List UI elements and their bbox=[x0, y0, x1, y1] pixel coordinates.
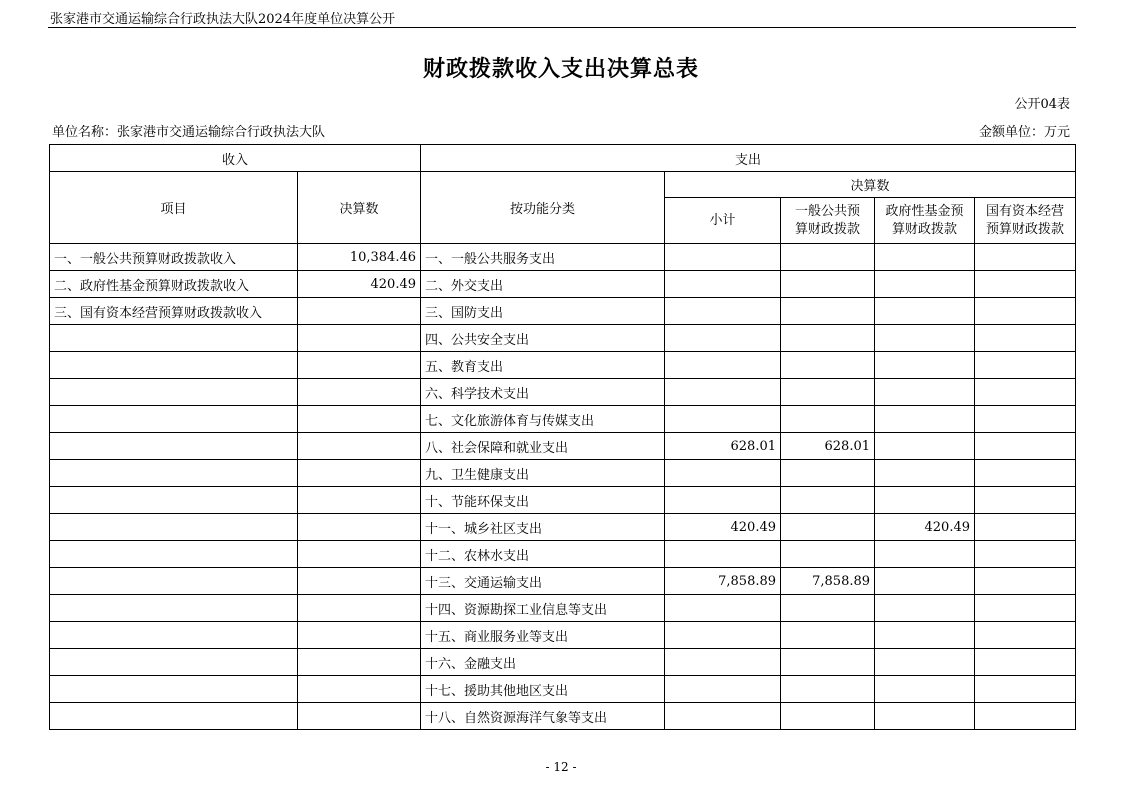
state-capital-cell bbox=[975, 622, 1076, 649]
expense-item-cell: 五、教育支出 bbox=[421, 352, 665, 379]
income-item-cell: 二、政府性基金预算财政拨款收入 bbox=[50, 271, 298, 298]
state-capital-cell bbox=[975, 649, 1076, 676]
table-row bbox=[50, 325, 1076, 352]
subtotal-cell bbox=[665, 352, 781, 379]
unit-name: 单位名称：张家港市交通运输综合行政执法大队 bbox=[52, 125, 326, 140]
gov-fund-cell bbox=[875, 379, 975, 406]
general-budget-cell bbox=[781, 541, 875, 568]
income-amount-cell bbox=[298, 541, 421, 568]
table-row bbox=[50, 622, 1076, 649]
general-budget-cell bbox=[781, 514, 875, 541]
gov-fund-cell bbox=[875, 460, 975, 487]
general-budget-cell bbox=[781, 325, 875, 352]
income-amount-cell bbox=[298, 676, 421, 703]
expense-item-cell: 一、一般公共服务支出 bbox=[421, 244, 665, 271]
gov-fund-cell bbox=[875, 487, 975, 514]
income-item-cell bbox=[50, 406, 298, 433]
col-state-line2: 预算财政拨款 bbox=[986, 221, 1065, 237]
income-amount-cell bbox=[298, 514, 421, 541]
table-row bbox=[50, 541, 1076, 568]
state-capital-cell bbox=[975, 568, 1076, 595]
gov-fund-cell bbox=[875, 325, 975, 352]
table-row bbox=[50, 271, 1076, 298]
table-row bbox=[50, 433, 1076, 460]
subtotal-cell bbox=[665, 379, 781, 406]
expense-item-cell: 六、科学技术支出 bbox=[421, 379, 665, 406]
col-item-header: 项目 bbox=[50, 172, 298, 244]
table-number: 公开04表 bbox=[1014, 97, 1070, 112]
gov-fund-cell bbox=[875, 676, 975, 703]
state-capital-cell bbox=[975, 487, 1076, 514]
income-item-cell bbox=[50, 622, 298, 649]
table-row bbox=[50, 487, 1076, 514]
general-budget-cell bbox=[781, 460, 875, 487]
income-item-cell: 一、一般公共预算财政拨款收入 bbox=[50, 244, 298, 271]
general-budget-cell bbox=[781, 703, 875, 730]
income-amount-cell bbox=[298, 595, 421, 622]
expense-item-cell: 十八、自然资源海洋气象等支出 bbox=[421, 703, 665, 730]
state-capital-cell bbox=[975, 352, 1076, 379]
general-budget-cell: 628.01 bbox=[781, 433, 875, 460]
general-budget-cell bbox=[781, 244, 875, 271]
income-item-cell bbox=[50, 568, 298, 595]
page-number: - 12 - bbox=[545, 760, 577, 774]
general-budget-cell bbox=[781, 622, 875, 649]
page-title: 财政拨款收入支出决算总表 bbox=[422, 56, 699, 82]
state-capital-cell bbox=[975, 703, 1076, 730]
expense-item-cell: 十五、商业服务业等支出 bbox=[421, 622, 665, 649]
income-item-cell bbox=[50, 541, 298, 568]
gov-fund-cell bbox=[875, 433, 975, 460]
subtotal-cell bbox=[665, 649, 781, 676]
state-capital-cell bbox=[975, 676, 1076, 703]
expense-item-cell: 八、社会保障和就业支出 bbox=[421, 433, 665, 460]
subtotal-cell bbox=[665, 460, 781, 487]
state-capital-cell bbox=[975, 460, 1076, 487]
income-item-cell: 三、国有资本经营预算财政拨款收入 bbox=[50, 298, 298, 325]
gov-fund-cell bbox=[875, 622, 975, 649]
subtotal-cell: 420.49 bbox=[665, 514, 781, 541]
col-general-line2: 算财政拨款 bbox=[795, 221, 861, 237]
table-row bbox=[50, 514, 1076, 541]
income-amount-cell bbox=[298, 568, 421, 595]
col-general-header bbox=[781, 198, 875, 244]
gov-fund-cell: 420.49 bbox=[875, 514, 975, 541]
income-amount-cell bbox=[298, 703, 421, 730]
col-subtotal-header: 小计 bbox=[665, 198, 781, 244]
subtotal-cell bbox=[665, 487, 781, 514]
income-amount-cell bbox=[298, 622, 421, 649]
income-amount-cell bbox=[298, 406, 421, 433]
income-amount-cell: 420.49 bbox=[298, 271, 421, 298]
income-item-cell bbox=[50, 676, 298, 703]
table-row bbox=[50, 703, 1076, 730]
income-amount-cell bbox=[298, 352, 421, 379]
expense-item-cell: 十四、资源勘探工业信息等支出 bbox=[421, 595, 665, 622]
gov-fund-cell bbox=[875, 352, 975, 379]
subtotal-cell bbox=[665, 325, 781, 352]
income-item-cell bbox=[50, 352, 298, 379]
table-row bbox=[50, 568, 1076, 595]
subtotal-cell bbox=[665, 595, 781, 622]
income-amount-cell bbox=[298, 433, 421, 460]
gov-fund-cell bbox=[875, 406, 975, 433]
state-capital-cell bbox=[975, 406, 1076, 433]
general-budget-cell bbox=[781, 271, 875, 298]
table-row bbox=[50, 379, 1076, 406]
expense-item-cell: 九、卫生健康支出 bbox=[421, 460, 665, 487]
state-capital-cell bbox=[975, 433, 1076, 460]
expense-item-cell: 十二、农林水支出 bbox=[421, 541, 665, 568]
expense-item-cell: 四、公共安全支出 bbox=[421, 325, 665, 352]
table-row bbox=[50, 460, 1076, 487]
income-item-cell bbox=[50, 433, 298, 460]
col-fund-line1: 政府性基金预 bbox=[885, 203, 964, 219]
col-final-header: 决算数 bbox=[665, 172, 1076, 198]
gov-fund-cell bbox=[875, 541, 975, 568]
subtotal-cell: 628.01 bbox=[665, 433, 781, 460]
income-item-cell bbox=[50, 325, 298, 352]
expense-item-cell: 十七、援助其他地区支出 bbox=[421, 676, 665, 703]
subtotal-cell bbox=[665, 298, 781, 325]
general-budget-cell bbox=[781, 298, 875, 325]
expense-item-cell: 十、节能环保支出 bbox=[421, 487, 665, 514]
income-amount-cell: 10,384.46 bbox=[298, 244, 421, 271]
state-capital-cell bbox=[975, 244, 1076, 271]
state-capital-cell bbox=[975, 298, 1076, 325]
gov-fund-cell bbox=[875, 568, 975, 595]
col-fund-header bbox=[875, 198, 975, 244]
col-general-line1: 一般公共预 bbox=[795, 203, 861, 219]
income-amount-cell bbox=[298, 298, 421, 325]
col-state-header bbox=[975, 198, 1076, 244]
table-row bbox=[50, 406, 1076, 433]
running-header: 张家港市交通运输综合行政执法大队2024年度单位决算公开 bbox=[50, 12, 396, 27]
income-item-cell bbox=[50, 595, 298, 622]
table-row bbox=[50, 352, 1076, 379]
subtotal-cell bbox=[665, 676, 781, 703]
income-amount-cell bbox=[298, 460, 421, 487]
table-row bbox=[50, 676, 1076, 703]
subtotal-cell bbox=[665, 703, 781, 730]
state-capital-cell bbox=[975, 595, 1076, 622]
subtotal-cell bbox=[665, 271, 781, 298]
expense-item-cell: 十六、金融支出 bbox=[421, 649, 665, 676]
income-item-cell bbox=[50, 460, 298, 487]
subtotal-cell bbox=[665, 244, 781, 271]
expense-item-cell: 十三、交通运输支出 bbox=[421, 568, 665, 595]
expense-item-cell: 七、文化旅游体育与传媒支出 bbox=[421, 406, 665, 433]
gov-fund-cell bbox=[875, 649, 975, 676]
income-amount-cell bbox=[298, 649, 421, 676]
gov-fund-cell bbox=[875, 595, 975, 622]
expense-item-cell: 三、国防支出 bbox=[421, 298, 665, 325]
amount-unit: 金额单位：万元 bbox=[978, 125, 1070, 140]
gov-fund-cell bbox=[875, 271, 975, 298]
expense-item-cell: 十一、城乡社区支出 bbox=[421, 514, 665, 541]
general-budget-cell bbox=[781, 406, 875, 433]
subtotal-cell bbox=[665, 541, 781, 568]
fiscal-summary-table bbox=[49, 144, 1076, 730]
state-capital-cell bbox=[975, 325, 1076, 352]
general-budget-cell bbox=[781, 379, 875, 406]
gov-fund-cell bbox=[875, 703, 975, 730]
table-row bbox=[50, 244, 1076, 271]
table-row bbox=[50, 298, 1076, 325]
state-capital-cell bbox=[975, 379, 1076, 406]
col-fund-line2: 算财政拨款 bbox=[892, 221, 958, 237]
subtotal-cell: 7,858.89 bbox=[665, 568, 781, 595]
income-amount-cell bbox=[298, 487, 421, 514]
state-capital-cell bbox=[975, 514, 1076, 541]
general-budget-cell bbox=[781, 352, 875, 379]
state-capital-cell bbox=[975, 271, 1076, 298]
expense-header: 支出 bbox=[421, 145, 1076, 172]
subtotal-cell bbox=[665, 406, 781, 433]
col-amount-header: 决算数 bbox=[298, 172, 421, 244]
general-budget-cell bbox=[781, 676, 875, 703]
expense-item-cell: 二、外交支出 bbox=[421, 271, 665, 298]
general-budget-cell bbox=[781, 649, 875, 676]
general-budget-cell bbox=[781, 487, 875, 514]
gov-fund-cell bbox=[875, 244, 975, 271]
col-state-line1: 国有资本经营 bbox=[986, 203, 1065, 219]
gov-fund-cell bbox=[875, 298, 975, 325]
general-budget-cell bbox=[781, 595, 875, 622]
income-item-cell bbox=[50, 703, 298, 730]
table-row bbox=[50, 595, 1076, 622]
income-amount-cell bbox=[298, 379, 421, 406]
income-amount-cell bbox=[298, 325, 421, 352]
header-rule bbox=[48, 27, 1076, 28]
state-capital-cell bbox=[975, 541, 1076, 568]
income-item-cell bbox=[50, 514, 298, 541]
col-function-header: 按功能分类 bbox=[421, 172, 665, 244]
table-row bbox=[50, 649, 1076, 676]
subtotal-cell bbox=[665, 622, 781, 649]
income-item-cell bbox=[50, 487, 298, 514]
income-item-cell bbox=[50, 649, 298, 676]
income-header: 收入 bbox=[50, 145, 421, 172]
general-budget-cell: 7,858.89 bbox=[781, 568, 875, 595]
income-item-cell bbox=[50, 379, 298, 406]
